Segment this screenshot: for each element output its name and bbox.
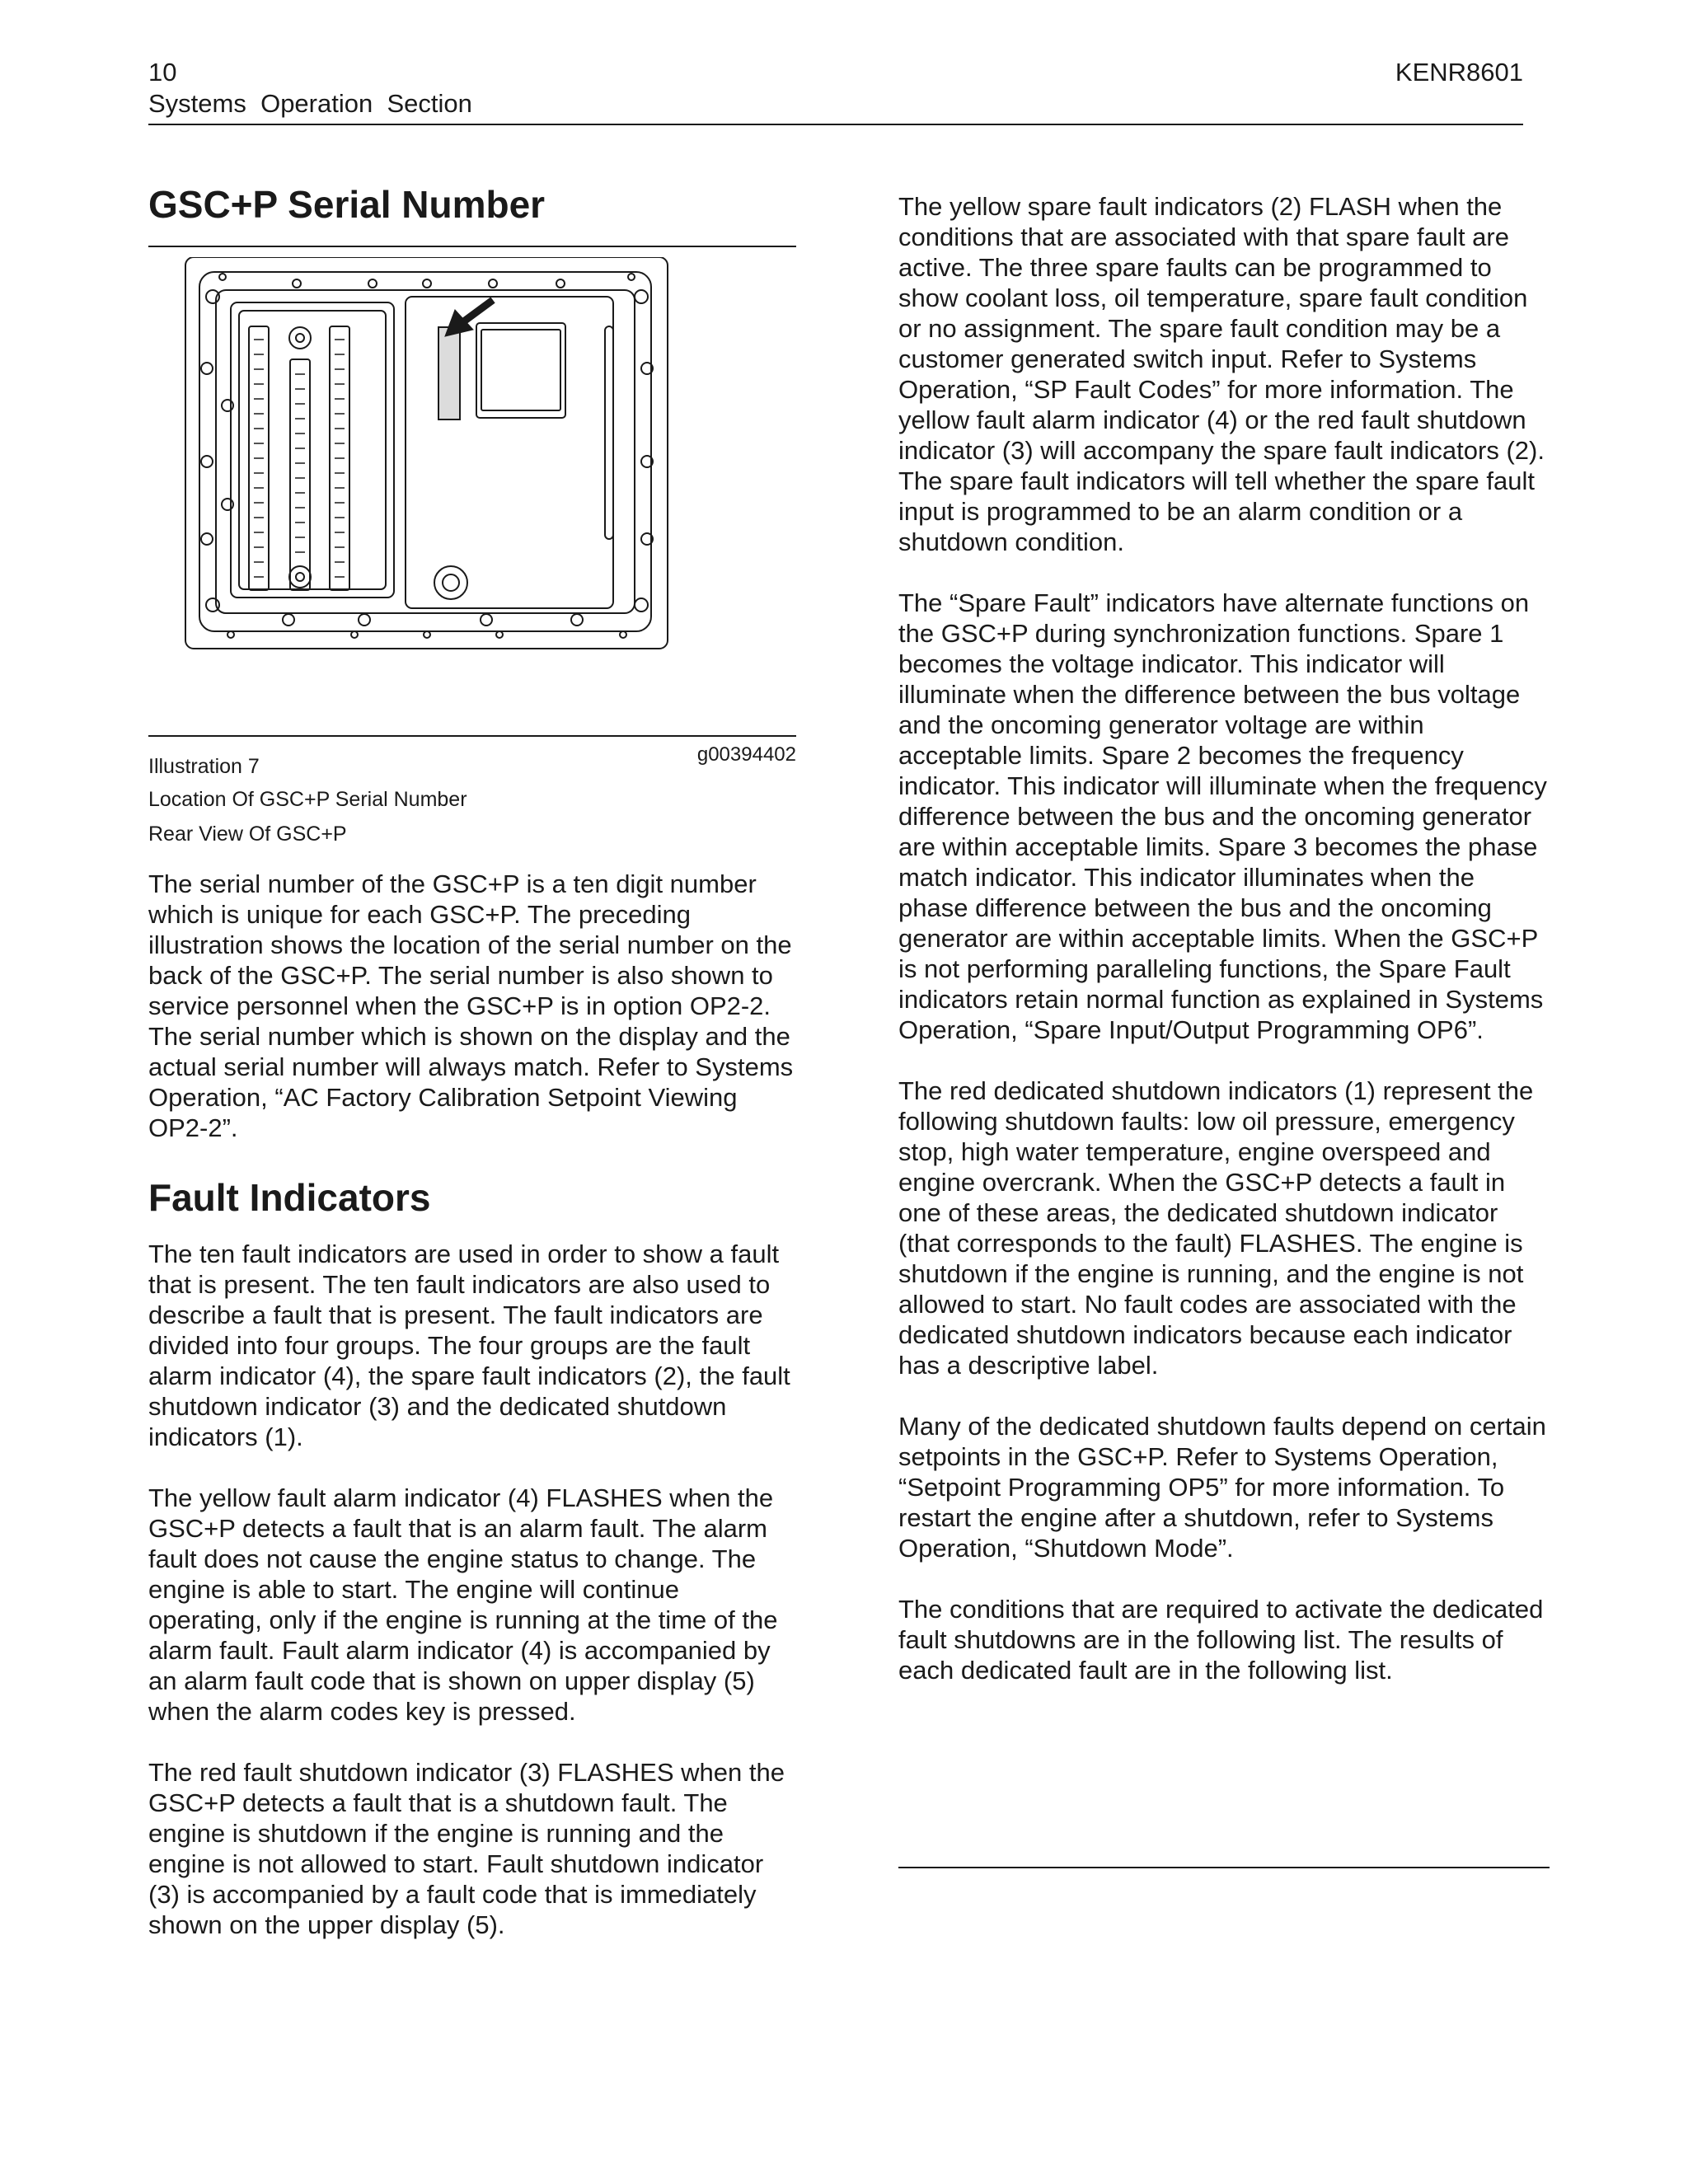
heading-rule (148, 246, 796, 247)
illustration-number: Illustration 7 (148, 755, 260, 778)
gsc-rear-view-illustration (148, 257, 796, 735)
page-number: 10 (148, 58, 177, 87)
paragraph-spare-alternate: The “Spare Fault” indicators have alternate functions on the GSC+P during synchronization functions. Spare 1 becomes the voltage indicator. This indicator will illuminate when the difference between the bus voltage and the oncoming generator voltage are within acceptable limits. Spare 2 becomes the frequency indicator. This indicator will illuminate when the frequency difference between the bus and the oncoming generator are within acceptable limits. Spare 3 becomes the phase match indicator. This indicator illuminates when the phase difference between the bus and the oncoming generator are within acceptable limits. When the GSC+P is not performing paralleling functions, the Spare Fault indicators retain normal function as explained in Systems Operation, “Spare Input/Output Programming OP6”. (898, 588, 1547, 1044)
paragraph-alarm-indicator: The yellow fault alarm indicator (4) FLASHES when the GSC+P detects a fault that is an alarm fault. The alarm fault does not cause the engine status to change. The engine is able to start. The engine will continue operating, only if the engine is running at the time of the alarm fault. Fault alarm indicator (4) is accompanied by an alarm fault code that is shown on upper display (5) when the alarm codes key is pressed. (148, 1483, 778, 1726)
paragraph-shutdown-indicator: The red fault shutdown indicator (3) FLASHES when the GSC+P detects a fault that is a shutdown fault. The engine is shutdown if the engine is running and the engine is not allowed to start. Fault shutdown indicator (3) is accompanied by a fault code that is immediately shown on the upper display (5). (148, 1758, 785, 1939)
caption-line-1: Location Of GSC+P Serial Number (148, 788, 467, 811)
serial-arrow (445, 300, 493, 336)
section-title: Systems Operation Section (148, 89, 472, 118)
paragraph-fault-groups: The ten fault indicators are used in order to show a fault that is present. The ten fault indicators are also used to describe a fault that is present. The fault indicators are divided into four groups. The four groups are the fault alarm indicator (4), the spare fault indicators (2), the fault shutdown indicator (3) and the dedicated shutdown indicators (1). (148, 1240, 790, 1451)
caption-line-2: Rear View Of GSC+P (148, 823, 347, 846)
paragraph-conditions: The conditions that are required to activate the dedicated fault shutdowns are in the following list. The results of each dedicated fault are in the following list. (898, 1595, 1544, 1685)
paragraph-spare-fault: The yellow spare fault indicators (2) FLASH when the conditions that are associated with that spare fault are active. The three spare faults can be programmed to show coolant loss, oil temperature, spare fault condition or no assignment. The spare fault condition may be a customer generated switch input. Refer to Systems Operation, “SP Fault Codes” for more information. The yellow fault alarm indicator (4) or the red fault shutdown indicator (3) will accompany the spare fault indicators (2). The spare fault indicators will tell whether the spare fault input is programmed to be an alarm condition or a shutdown condition. (898, 192, 1545, 556)
paragraph-serial-number: The serial number of the GSC+P is a ten digit number which is unique for each GSC+P. The preceding illustration shows the location of the serial number on the back of the GSC+P. The serial number is also shown to service personnel when the GSC+P is in option OP2-2. The serial number which is shown on the display and the actual serial number will always match. Refer to Systems Operation, “AC Factory Calibration Setpoint Viewing OP2-2”. (148, 869, 794, 1142)
graphic-id: g00394402 (696, 743, 796, 766)
right-column (898, 191, 1550, 1685)
figure-gsc-rear-view (148, 257, 796, 735)
left-column (148, 181, 796, 1940)
paragraph-setpoints: Many of the dedicated shutdown faults depend on certain setpoints in the GSC+P. Refer to Systems Operation, “Setpoint Programming OP5” for more information. To restart the engine after a shutdown, refer to Systems Operation, “Shutdown Mode”. (898, 1412, 1546, 1563)
page-header (148, 54, 1523, 125)
terminal-screws (254, 340, 345, 577)
heading-fault-indicators: Fault Indicators (148, 1176, 431, 1219)
heading-serial-number: GSC+P Serial Number (148, 183, 546, 226)
document-id: KENR8601 (1395, 58, 1523, 87)
paragraph-dedicated-shutdown: The red dedicated shutdown indicators (1) represent the following shutdown faults: low oil pressure, emergency stop, high water temperature, engine overspeed and engine overcrank. When the GSC+P detects a fault in one of these areas, the dedicated shutdown indicator (that corresponds to the fault) FLASHES. The engine is shutdown if the engine is running, and the engine is not allowed to start. No fault codes are associated with the dedicated shutdown indicators because each indicator has a descriptive label. (898, 1076, 1534, 1380)
column-end-rule (898, 1867, 1550, 1868)
